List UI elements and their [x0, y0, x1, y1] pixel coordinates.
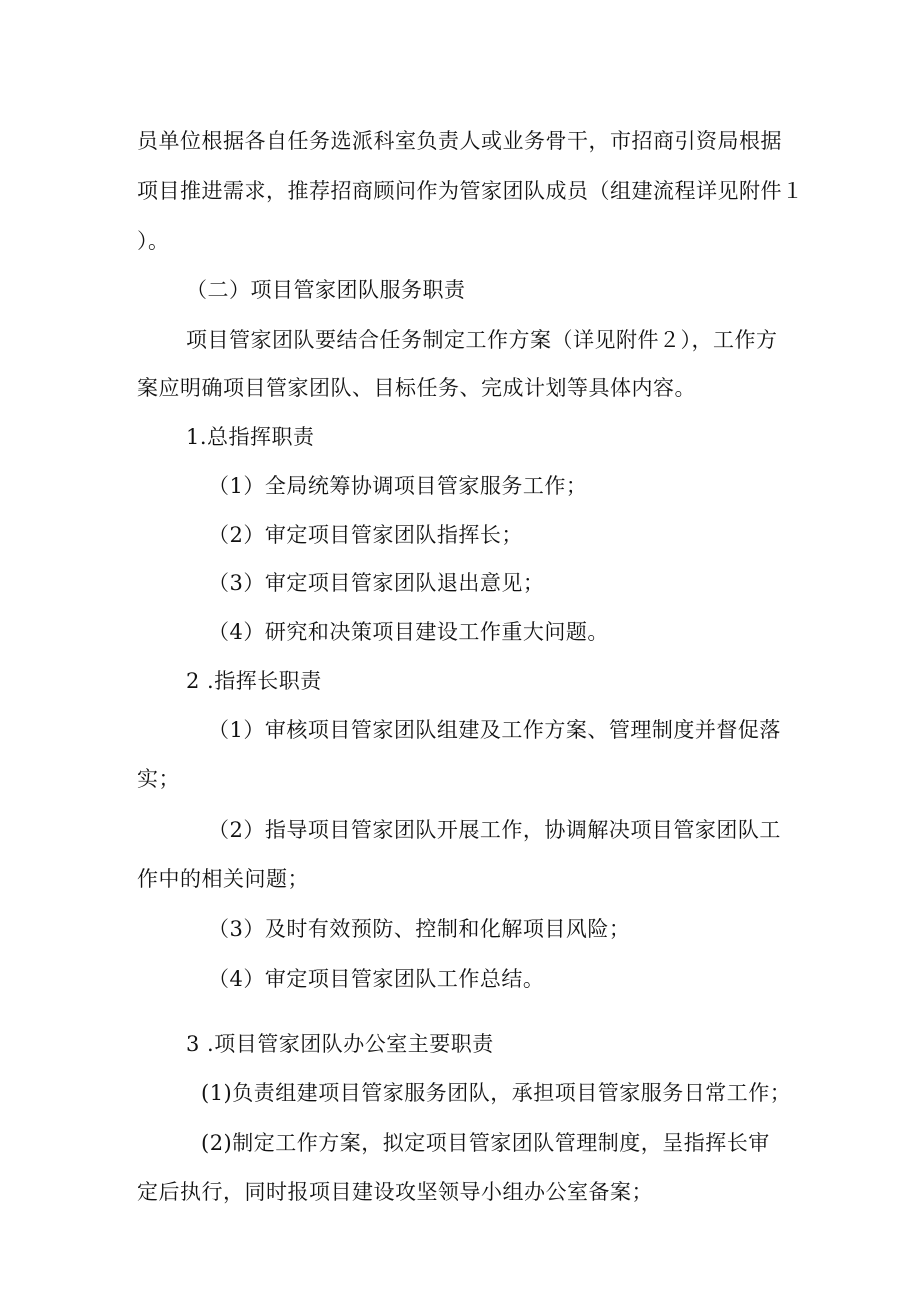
section-heading: （二）项目管家团队服务职责	[186, 278, 466, 302]
paragraph-line: 项目管家团队要结合任务制定工作方案（详见附件２），工作方	[186, 328, 778, 352]
list-item: （1）审核项目管家团队组建及工作方案、管理制度并督促落	[208, 718, 781, 742]
list-item: (1)负责组建项目管家服务团队，承担项目管家服务日常工作；	[201, 1081, 792, 1105]
subsection-heading: 3 .项目管家团队办公室主要职责	[186, 1032, 494, 1056]
list-item-continuation: 定后执行，同时报项目建设攻坚领导小组办公室备案；	[137, 1180, 653, 1204]
list-item: （1）全局统筹协调项目管家服务工作；	[208, 474, 588, 498]
subsection-heading: 1.总指挥职责	[186, 425, 315, 449]
list-item: （2）指导项目管家团队开展工作，协调解决项目管家团队工	[208, 818, 781, 842]
list-item-continuation: 实；	[137, 767, 180, 791]
list-item: （4）研究和决策项目建设工作重大问题。	[208, 620, 609, 644]
list-item: （3）审定项目管家团队退出意见；	[208, 571, 545, 595]
list-item: （3）及时有效预防、控制和化解项目风险；	[208, 917, 631, 941]
list-item: (2)制定工作方案，拟定项目管家团队管理制度，呈指挥长审	[201, 1131, 770, 1155]
list-item: （2）审定项目管家团队指挥长；	[208, 523, 523, 547]
list-item: （4）审定项目管家团队工作总结。	[208, 967, 545, 991]
paragraph-line: 项目推进需求，推荐招商顾问作为管家团队成员（组建流程详见附件１	[137, 179, 804, 203]
list-item-continuation: 作中的相关问题；	[137, 867, 309, 891]
paragraph-line: ）。	[137, 229, 170, 253]
subsection-heading: 2 .指挥长职责	[186, 669, 322, 693]
paragraph-line: 案应明确项目管家团队、目标任务、完成计划等具体内容。	[137, 376, 696, 400]
paragraph-line: 员单位根据各自任务选派科室负责人或业务骨干，市招商引资局根据	[137, 129, 782, 153]
